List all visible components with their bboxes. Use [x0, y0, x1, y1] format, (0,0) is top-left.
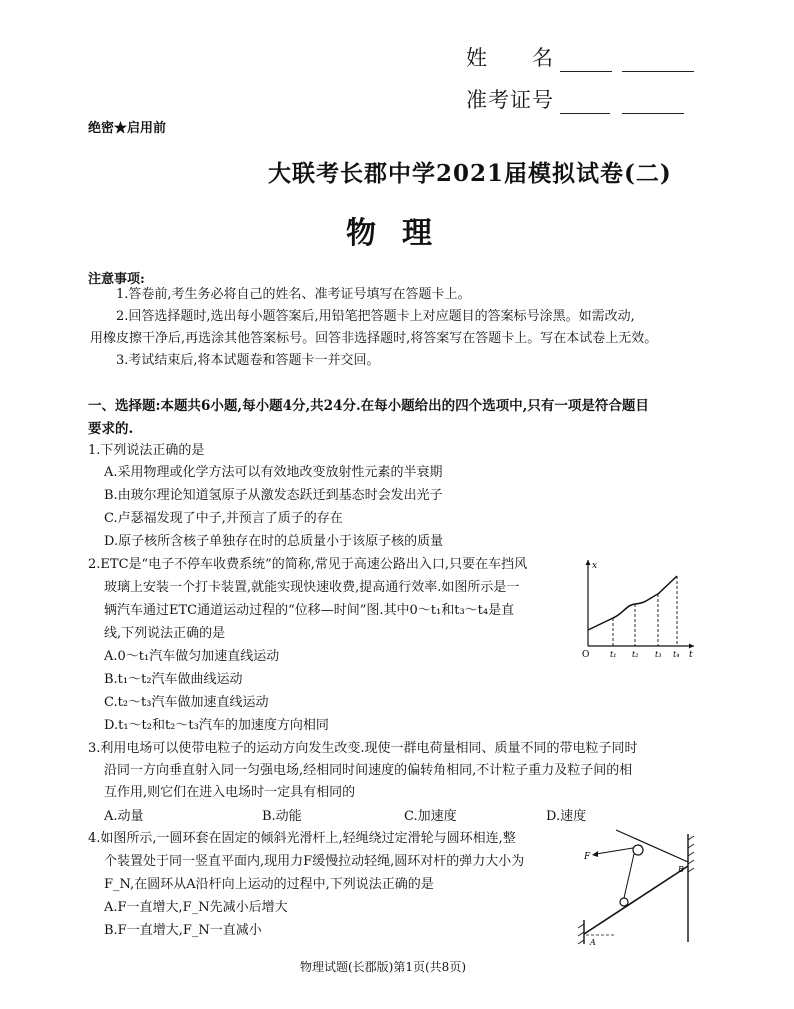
q2-graph-tick-t3: t₃ — [655, 650, 662, 659]
q2-graph-t-arrow — [689, 644, 694, 649]
q4-point-b: B — [678, 865, 684, 874]
q2-graph-tick-t1: t₁ — [610, 650, 617, 659]
q3-option-b: B.动能 — [262, 809, 302, 824]
q4-option-a: A.F一直增大,F_N先减小后增大 — [104, 900, 288, 915]
name-blank-2 — [622, 51, 694, 72]
q2-stem-4: 线,下列说法正确的是 — [104, 626, 226, 641]
q4-pulley-bracket — [616, 830, 688, 862]
q2-graph-curve — [588, 576, 677, 630]
q3-stem-3: 互作用,则它们在进入电场时一定具有相同的 — [104, 785, 356, 800]
confidential-mark: 绝密★启用前 — [88, 121, 167, 136]
q2-graph-x-label: t — [689, 650, 693, 660]
q4-ring — [620, 898, 628, 906]
q4-inclined-rod — [584, 866, 688, 934]
q3-stem-2: 沿同一方向垂直射入同一匀强电场,经相同时间速度的偏转角相同,不计粒子重力及粒子间的相 — [104, 763, 633, 778]
q2-displacement-time-graph — [578, 558, 698, 662]
q1-stem: 1.下列说法正确的是 — [88, 443, 205, 458]
q2-graph-tick-t2: t₂ — [632, 650, 639, 659]
name-field — [466, 42, 694, 72]
q2-stem-1: 2.ETC是“电子不停车收费系统”的简称,常见于高速公路出入口,只要在车挡风 — [88, 557, 528, 572]
note-2: 2.回答选择题时,选出每小题答案后,用铅笔把答题卡上对应题目的答案标号涂黑。如需改动, — [116, 309, 635, 324]
id-blank-1 — [560, 93, 610, 114]
note-2-cont: 用橡皮擦干净后,再选涂其他答案标号。回答非选择题时,将答案写在答题卡上。写在本试卷上无效。 — [90, 331, 658, 346]
q4-pulley — [633, 845, 643, 855]
q1-option-d: D.原子核所含核子单独存在时的总质量小于该原子核的质量 — [104, 534, 444, 549]
note-3: 3.考试结束后,将本试题卷和答题卡一并交回。 — [116, 353, 380, 368]
q2-option-b: B.t₁～t₂汽车做曲线运动 — [104, 672, 243, 687]
name-label: 姓 名 — [466, 46, 554, 70]
q2-graph-tick-t4: t₄ — [673, 650, 680, 659]
q4-pulley-diagram — [576, 824, 700, 946]
q3-option-c: C.加速度 — [404, 809, 457, 824]
section-heading: 一、选择题:本题共6小题,每小题4分,共24分.在每小题给出的四个选项中,只有一项是符合题目 — [88, 398, 649, 414]
q2-option-d: D.t₁～t₂和t₂～t₃汽车的加速度方向相同 — [104, 718, 329, 733]
q4-rope-pull — [596, 848, 633, 854]
q1-option-a: A.采用物理或化学方法可以有效地改变放射性元素的半衰期 — [104, 465, 443, 480]
note-1: 1.答卷前,考生务必将自己的姓名、准考证号填写在答题卡上。 — [116, 287, 471, 302]
subject-title: 物理 — [346, 216, 458, 251]
q3-stem-1: 3.利用电场可以使带电粒子的运动方向发生改变.现使一群电荷量相同、质量不同的带电粒子同时 — [88, 741, 638, 756]
exam-title: 大联考长郡中学2021届模拟试卷(二) — [268, 160, 672, 187]
q1-option-c: C.卢瑟福发现了中子,并预言了质子的存在 — [104, 511, 343, 526]
q4-rope-to-ring — [624, 854, 634, 898]
q2-stem-2: 玻璃上安装一个打卡装置,就能实现快速收费,提高通行效率.如图所示是一 — [104, 580, 520, 595]
exam-id-field — [466, 84, 684, 114]
q2-stem-3: 辆汽车通过ETC通道运动过程的“位移—时间”图.其中0～t₁和t₃～t₄是直 — [104, 603, 515, 618]
q2-graph-origin: O — [582, 650, 590, 660]
q2-option-c: C.t₂～t₃汽车做加速直线运动 — [104, 695, 269, 710]
q4-point-a: A — [590, 938, 596, 946]
q4-stem-2: 个装置处于同一竖直平面内,现用力F缓慢拉动轻绳,圆环对杆的弹力大小为 — [104, 854, 525, 869]
q3-option-a: A.动量 — [104, 809, 144, 824]
q4-stem-3: F_N,在圆环从A沿杆向上运动的过程中,下列说法正确的是 — [104, 877, 434, 892]
q2-graph-x-arrow — [586, 560, 591, 565]
section-heading-cont: 要求的. — [88, 421, 134, 437]
notes-heading: 注意事项: — [88, 272, 145, 287]
page-footer: 物理试题(长郡版)第1页(共8页) — [300, 960, 466, 974]
q4-force-label: F — [584, 852, 591, 862]
q4-stem-1: 4.如图所示,一圆环套在固定的倾斜光滑杆上,轻绳绕过定滑轮与圆环相连,整 — [88, 831, 516, 846]
q2-graph-y-label: x — [592, 561, 598, 571]
q3-option-d: D.速度 — [546, 809, 587, 824]
q2-option-a: A.0～t₁汽车做匀加速直线运动 — [104, 649, 280, 664]
name-blank-1 — [560, 51, 612, 72]
id-blank-2 — [622, 93, 684, 114]
q4-option-b: B.F一直增大,F_N一直减小 — [104, 923, 262, 938]
q4-force-arrow — [592, 851, 598, 857]
exam-id-label: 准考证号 — [466, 88, 554, 112]
q1-option-b: B.由玻尔理论知道氢原子从激发态跃迁到基态时会发出光子 — [104, 488, 443, 503]
